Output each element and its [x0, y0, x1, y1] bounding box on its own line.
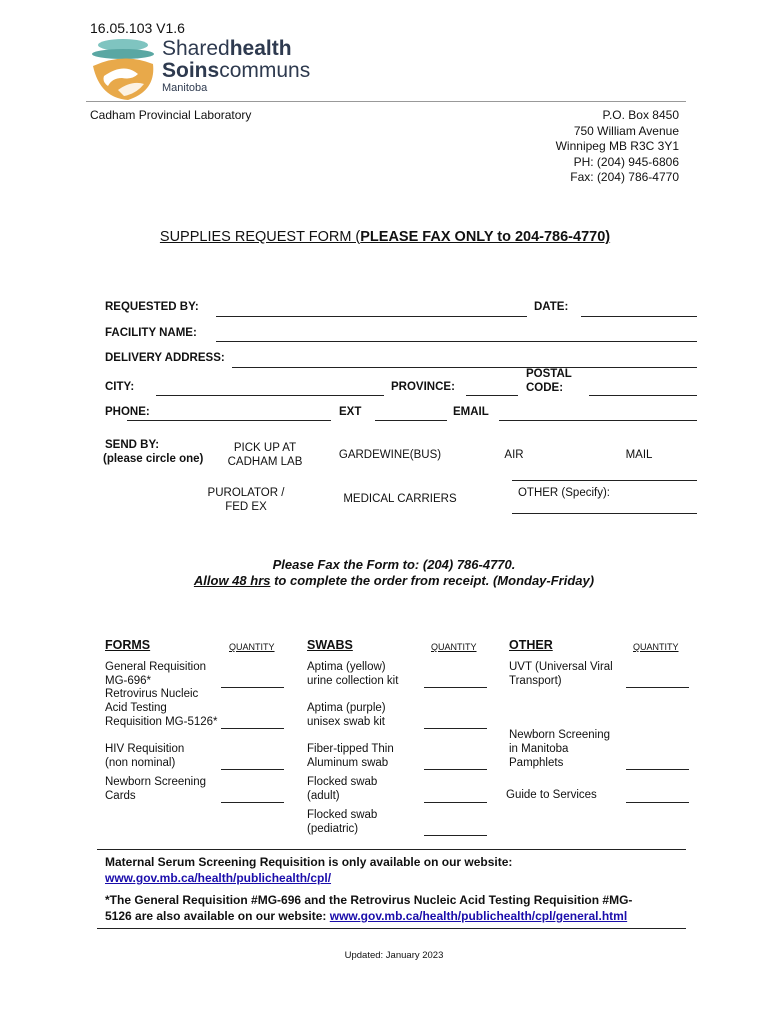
forms-item: HIV Requisition (non nominal) — [105, 743, 185, 769]
logo-shared: Shared — [162, 37, 230, 60]
general-requisition-note — [105, 892, 632, 924]
logo-wordmark — [162, 38, 310, 95]
other-item: Guide to Services — [506, 789, 597, 801]
address-line: 750 William Avenue — [573, 123, 679, 138]
date-input[interactable] — [581, 302, 697, 317]
maternal-text: Maternal Serum Screening Requisition is only available on our website: — [105, 855, 513, 869]
swabs-item: Aptima (yellow) urine collection kit — [307, 661, 399, 687]
form-title-plain: SUPPLIES REQUEST FORM ( — [159, 229, 361, 245]
forms-item: Retrovirus Nucleic Acid Testing Requisition MG-5126* — [105, 688, 218, 728]
swabs-item: Aptima (purple) unisex swab kit — [307, 702, 386, 728]
logo-health: health — [229, 37, 292, 60]
postal-code-input[interactable] — [589, 381, 697, 396]
date-label: DATE: — [534, 301, 569, 313]
province-input[interactable] — [466, 381, 518, 396]
org-name: Cadham Provincial Laboratory — [90, 108, 252, 122]
quantity-input[interactable] — [424, 755, 487, 770]
other-item: Newborn Screening in Manitoba Pamphlets — [509, 729, 611, 769]
send-line — [512, 480, 697, 481]
swabs-item: Flocked swab (adult) — [307, 776, 378, 802]
email-label: EMAIL — [453, 406, 489, 418]
facility-name-label: FACILITY NAME: — [105, 327, 197, 339]
quantity-input[interactable] — [424, 821, 487, 836]
logo-manitoba: Manitoba — [162, 82, 208, 94]
address-line: P.O. Box 8450 — [602, 108, 679, 122]
quantity-input[interactable] — [424, 714, 487, 729]
fax-note-48hrs: Allow 48 hrs — [193, 573, 271, 588]
ext-input[interactable] — [375, 406, 447, 421]
other-item: UVT (Universal Viral Transport) — [509, 661, 613, 687]
form-title — [0, 229, 770, 245]
quantity-input[interactable] — [221, 673, 284, 688]
city-input[interactable] — [156, 381, 384, 396]
header-divider — [86, 101, 686, 102]
send-option-mail[interactable]: MAIL — [625, 449, 653, 461]
logo-soins: Soins — [162, 59, 220, 82]
send-option-air[interactable]: AIR — [504, 449, 524, 461]
email-input[interactable] — [499, 406, 697, 421]
quantity-input[interactable] — [626, 788, 689, 803]
forms-header: FORMS — [105, 638, 151, 652]
general-note-line1: *The General Requisition #MG-696 and the Retrovirus Nucleic Acid Testing Requisition #MG- — [105, 893, 633, 907]
general-link[interactable]: www.gov.mb.ca/health/publichealth/cpl/general.html — [329, 909, 628, 923]
forms-quantity-header: QUANTITY — [229, 642, 275, 652]
send-option-other[interactable]: OTHER (Specify): — [517, 487, 610, 499]
requested-by-label: REQUESTED BY: — [105, 301, 199, 313]
postal-code-label: POSTAL CODE: — [526, 368, 572, 394]
city-label: CITY: — [105, 381, 135, 393]
quantity-input[interactable] — [626, 673, 689, 688]
form-title-bold: PLEASE FAX ONLY to 204-786-4770) — [360, 229, 611, 245]
address-fax: Fax: (204) 786-4770 — [570, 170, 679, 184]
fax-note-line1: Please Fax the Form to: (204) 786-4770. — [272, 557, 516, 572]
footer-top-divider — [97, 849, 686, 850]
quantity-input[interactable] — [424, 788, 487, 803]
quantity-input[interactable] — [626, 755, 689, 770]
fax-note-line2: to complete the order from receipt. (Monday-Friday) — [270, 573, 595, 588]
swabs-header: SWABS — [307, 638, 353, 652]
quantity-input[interactable] — [221, 755, 284, 770]
other-quantity-header: QUANTITY — [633, 642, 679, 652]
updated-date: Updated: January 2023 — [344, 950, 444, 961]
quantity-input[interactable] — [424, 673, 487, 688]
address-phone: PH: (204) 945-6806 — [573, 154, 679, 169]
delivery-address-label: DELIVERY ADDRESS: — [105, 352, 225, 364]
send-option-gardewine[interactable]: GARDEWINE(BUS) — [338, 449, 442, 461]
other-header: OTHER — [509, 638, 553, 652]
swabs-item: Fiber-tipped Thin Aluminum swab — [307, 743, 394, 769]
send-option-purolator[interactable]: PUROLATOR / FED EX — [207, 487, 285, 513]
send-by-sublabel: (please circle one) — [103, 453, 204, 465]
phone-input[interactable] — [127, 406, 331, 421]
send-by-label: SEND BY: — [105, 439, 160, 451]
footer-bottom-divider — [97, 928, 686, 929]
shared-health-logo-mark — [88, 36, 158, 102]
ext-label: EXT — [339, 406, 362, 418]
general-note-line2: 5126 are also available on our website: — [105, 909, 330, 923]
swabs-item: Flocked swab (pediatric) — [307, 809, 378, 835]
forms-item: General Requisition MG-696* — [105, 661, 207, 687]
swabs-quantity-header: QUANTITY — [431, 642, 477, 652]
document-code: 16.05.103 V1.6 — [90, 20, 185, 36]
province-label: PROVINCE: — [391, 381, 455, 393]
maternal-note — [105, 854, 512, 886]
delivery-address-input[interactable] — [232, 353, 697, 368]
maternal-link[interactable]: www.gov.mb.ca/health/publichealth/cpl/ — [105, 871, 332, 885]
quantity-input[interactable] — [221, 788, 284, 803]
forms-item: Newborn Screening Cards — [105, 776, 207, 802]
other-specify-input[interactable] — [512, 499, 697, 514]
phone-label: PHONE: — [105, 406, 150, 418]
send-option-pickup[interactable]: PICK UP AT CADHAM LAB — [227, 442, 303, 468]
send-option-medical-carriers[interactable]: MEDICAL CARRIERS — [343, 493, 457, 505]
fax-note — [0, 557, 770, 589]
org-address — [556, 108, 679, 186]
logo-communs: communs — [219, 59, 311, 82]
logo-mark-icon — [88, 36, 158, 102]
quantity-input[interactable] — [221, 714, 284, 729]
requested-by-input[interactable] — [216, 302, 527, 317]
address-line: Winnipeg MB R3C 3Y1 — [555, 139, 679, 153]
facility-name-input[interactable] — [216, 327, 697, 342]
